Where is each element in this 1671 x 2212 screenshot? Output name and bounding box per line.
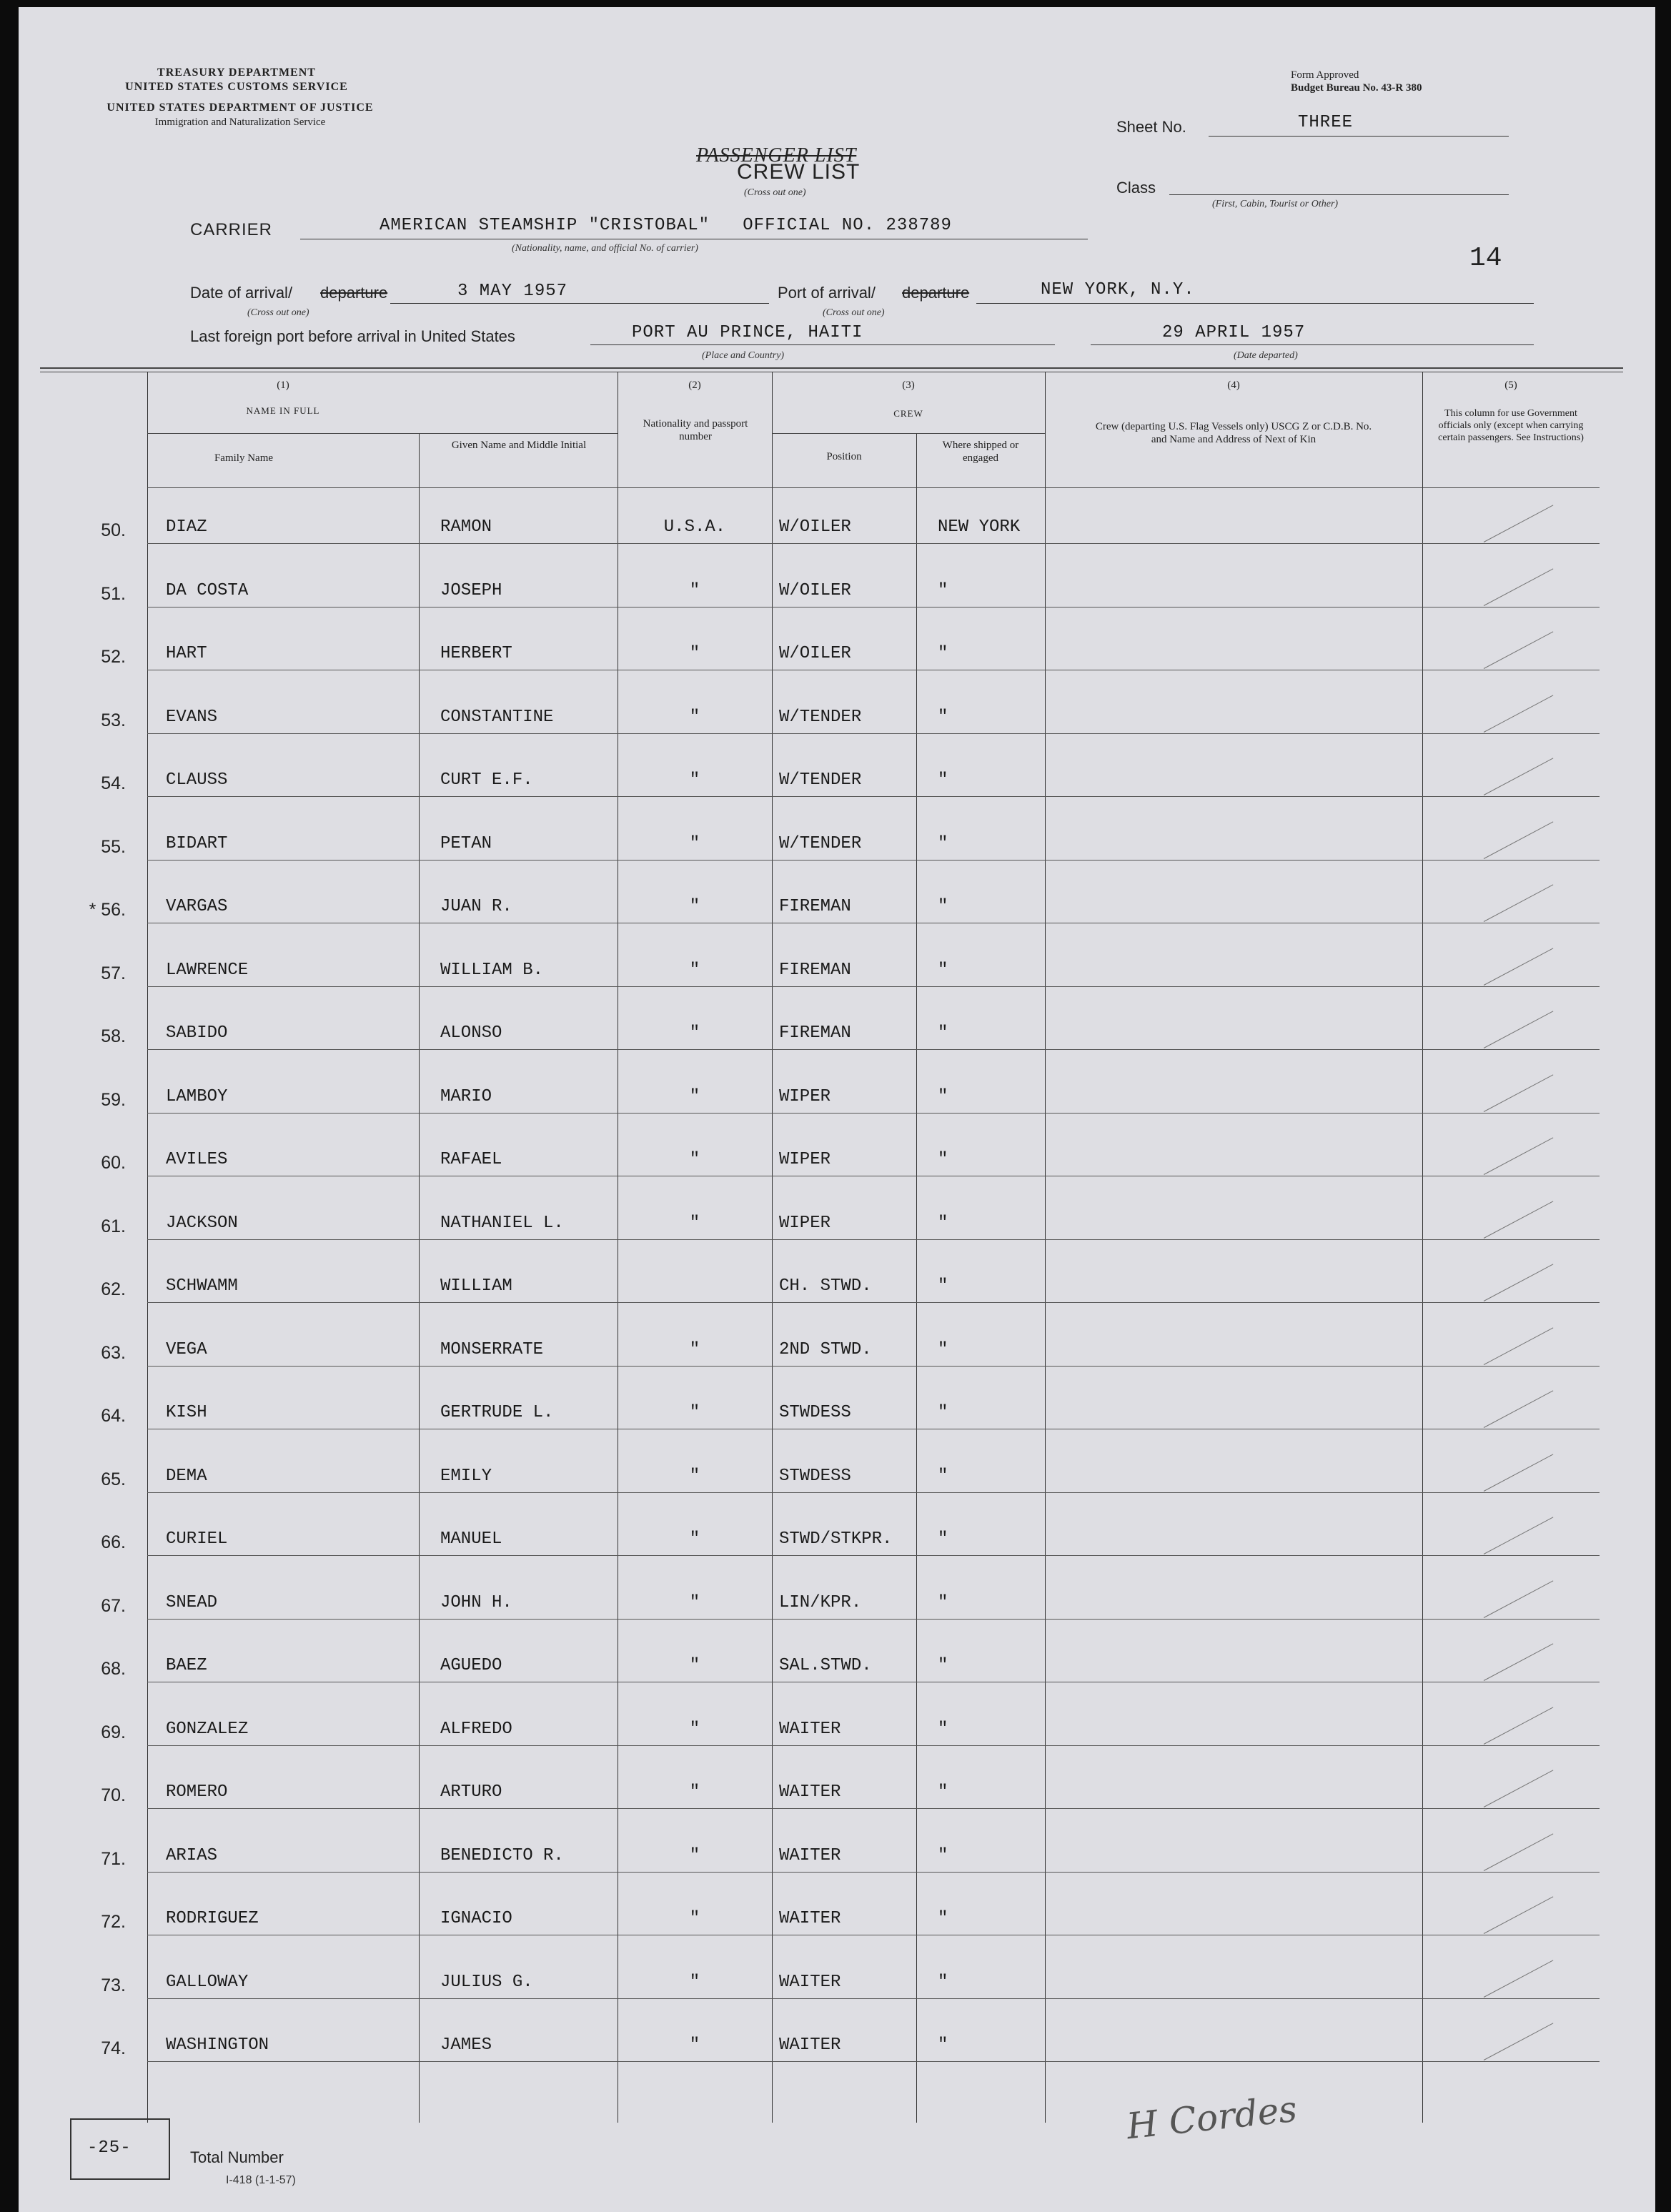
- cell-shipped: ": [938, 1467, 948, 1486]
- total-number-label: Total Number: [190, 2148, 284, 2166]
- row-number: 54.: [101, 773, 126, 793]
- sheet-no-label: Sheet No.: [1116, 118, 1186, 136]
- cell-pos: WAITER: [779, 1909, 841, 1928]
- row-number: 50.: [101, 520, 126, 540]
- port-line: [976, 303, 1534, 304]
- check-mark: [1484, 1074, 1554, 1112]
- check-mark: [1484, 1517, 1554, 1554]
- cell-shipped: ": [938, 1214, 948, 1233]
- cell-family: SABIDO: [166, 1023, 228, 1043]
- cell-nat: ": [689, 961, 700, 980]
- cell-family: AVILES: [166, 1150, 228, 1169]
- cell-shipped: ": [938, 1023, 948, 1043]
- row-number: 64.: [101, 1406, 126, 1426]
- row-rule: [147, 1808, 1600, 1809]
- row-number: 72.: [101, 1912, 126, 1932]
- agency-line-3: UNITED STATES DEPARTMENT OF JUSTICE: [106, 101, 374, 114]
- row-rule: [147, 1239, 1600, 1240]
- col5-title: This column for use Government officials only (except when carrying certain passengers. See Instructions): [1438, 408, 1584, 443]
- cell-shipped: ": [938, 897, 948, 916]
- agency-line-2: UNITED STATES CUSTOMS SERVICE: [125, 81, 348, 93]
- cell-shipped: ": [938, 1720, 948, 1739]
- cell-given: JAMES: [440, 2035, 492, 2055]
- cell-nat: ": [689, 1656, 700, 1675]
- row-number: 69.: [101, 1722, 126, 1742]
- check-mark: [1484, 631, 1554, 669]
- cell-given: RAFAEL: [440, 1150, 502, 1169]
- cell-nat: ": [689, 708, 700, 727]
- cell-pos: 2ND STWD.: [779, 1340, 872, 1359]
- cell-pos: STWD/STKPR.: [779, 1529, 893, 1549]
- check-mark: [1484, 1960, 1554, 1998]
- crew-list-form: [19, 7, 1655, 2212]
- col1-number: (1): [277, 380, 289, 391]
- col3-number: (3): [902, 380, 915, 391]
- class-line: [1169, 194, 1509, 195]
- row-number: 57.: [101, 963, 126, 983]
- last-port-line: [590, 344, 1055, 345]
- cell-shipped: ": [938, 1403, 948, 1422]
- cell-nat: ": [689, 1467, 700, 1486]
- cell-pos: W/OILER: [779, 644, 851, 663]
- col1-title: NAME IN FULL: [246, 405, 320, 416]
- header-bottom-rule: [147, 487, 1600, 488]
- date-of-arrival-value: 3 MAY 1957: [457, 282, 568, 301]
- cell-family: EVANS: [166, 708, 218, 727]
- cell-shipped: ": [938, 644, 948, 663]
- cell-shipped: ": [938, 1846, 948, 1865]
- cell-nat: ": [689, 1529, 700, 1549]
- agency-line-1: TREASURY DEPARTMENT: [157, 66, 316, 79]
- check-mark: [1484, 884, 1554, 922]
- cell-given: WILLIAM: [440, 1276, 512, 1296]
- cell-family: DIAZ: [166, 517, 207, 537]
- cell-nat: ": [689, 644, 700, 663]
- cell-given: IGNACIO: [440, 1909, 512, 1928]
- cell-shipped: ": [938, 1087, 948, 1106]
- check-mark: [1484, 1643, 1554, 1681]
- cell-nat: ": [689, 1909, 700, 1928]
- check-mark: [1484, 1707, 1554, 1745]
- budget-bureau-no: Budget Bureau No. 43-R 380: [1291, 82, 1422, 94]
- cell-pos: LIN/KPR.: [779, 1593, 862, 1612]
- col5-number: (5): [1504, 380, 1517, 391]
- cell-family: CURIEL: [166, 1529, 228, 1549]
- cell-shipped: ": [938, 1593, 948, 1612]
- check-mark: [1484, 1580, 1554, 1618]
- cell-pos: WIPER: [779, 1150, 831, 1169]
- cell-family: RODRIGUEZ: [166, 1909, 259, 1928]
- cell-given: WILLIAM B.: [440, 961, 544, 980]
- check-mark: [1484, 1137, 1554, 1175]
- col4-number: (4): [1227, 380, 1240, 391]
- row-rule: [147, 1492, 1600, 1493]
- cell-family: SCHWAMM: [166, 1276, 238, 1296]
- cell-family: SNEAD: [166, 1593, 218, 1612]
- cell-pos: WAITER: [779, 1782, 841, 1802]
- cell-family: WASHINGTON: [166, 2035, 269, 2055]
- cell-shipped: ": [938, 1782, 948, 1802]
- cell-nat: ": [689, 1087, 700, 1106]
- cell-given: MONSERRATE: [440, 1340, 544, 1359]
- cell-pos: FIREMAN: [779, 961, 851, 980]
- row-number: 58.: [101, 1026, 126, 1046]
- col-family-name: Family Name: [214, 452, 274, 464]
- cell-given: NATHANIEL L.: [440, 1214, 564, 1233]
- cell-family: LAWRENCE: [166, 961, 249, 980]
- row-number: 68.: [101, 1659, 126, 1679]
- row-rule: [147, 733, 1600, 734]
- sheet-no-value: THREE: [1298, 113, 1354, 132]
- check-mark: [1484, 948, 1554, 986]
- cell-pos: WAITER: [779, 1973, 841, 1992]
- cell-family: VARGAS: [166, 897, 228, 916]
- row-number: 61.: [101, 1216, 126, 1236]
- cell-pos: STWDESS: [779, 1467, 851, 1486]
- cell-pos: W/TENDER: [779, 770, 862, 790]
- check-mark: [1484, 2023, 1554, 2060]
- cell-pos: SAL.STWD.: [779, 1656, 872, 1675]
- check-mark: [1484, 1454, 1554, 1492]
- cell-shipped: ": [938, 1656, 948, 1675]
- cell-given: JOSEPH: [440, 581, 502, 600]
- check-mark: [1484, 1390, 1554, 1428]
- cell-pos: W/TENDER: [779, 708, 862, 727]
- row-rule: [147, 1555, 1600, 1556]
- row-rule: [147, 1872, 1600, 1873]
- cell-pos: WAITER: [779, 1720, 841, 1739]
- cell-given: JOHN H.: [440, 1593, 512, 1612]
- cell-family: HART: [166, 644, 207, 663]
- port-hint: (Cross out one): [823, 307, 885, 318]
- cell-nat: ": [689, 1782, 700, 1802]
- cell-nat: ": [689, 581, 700, 600]
- row-number: 65.: [101, 1469, 126, 1489]
- cell-nat: ": [689, 2035, 700, 2055]
- row-number: 55.: [101, 837, 126, 857]
- class-hint: (First, Cabin, Tourist or Other): [1212, 199, 1339, 209]
- cell-shipped: ": [938, 1340, 948, 1359]
- sheet-no-line: [1209, 136, 1509, 137]
- row-number: * 56.: [89, 900, 126, 920]
- cell-nat: ": [689, 770, 700, 790]
- check-mark: [1484, 1011, 1554, 1048]
- date-line: [390, 303, 769, 304]
- check-mark: [1484, 568, 1554, 606]
- signature: H Cordes: [1124, 2088, 1299, 2148]
- cell-shipped: ": [938, 1973, 948, 1992]
- cell-given: ALFREDO: [440, 1720, 512, 1739]
- cell-given: GERTRUDE L.: [440, 1403, 554, 1422]
- cell-family: GALLOWAY: [166, 1973, 249, 1992]
- row-rule: [147, 986, 1600, 987]
- cell-nat: ": [689, 1720, 700, 1739]
- cell-nat: ": [689, 897, 700, 916]
- cell-nat: ": [689, 1340, 700, 1359]
- name-subheader-rule: [147, 433, 618, 434]
- row-number: 53.: [101, 710, 126, 730]
- cell-given: MANUEL: [440, 1529, 502, 1549]
- cell-nat: ": [689, 1593, 700, 1612]
- last-port-hint: (Place and Country): [702, 350, 785, 361]
- row-number: 71.: [101, 1849, 126, 1869]
- last-port-label: Last foreign port before arrival in United States: [190, 327, 515, 345]
- row-number: 60.: [101, 1153, 126, 1173]
- row-number: 74.: [101, 2038, 126, 2058]
- check-mark: [1484, 695, 1554, 733]
- cell-shipped: NEW YORK: [938, 517, 1021, 537]
- row-number: 66.: [101, 1532, 126, 1552]
- cell-given: AGUEDO: [440, 1656, 502, 1675]
- cell-given: EMILY: [440, 1467, 492, 1486]
- title-hint: (Cross out one): [744, 187, 806, 198]
- cell-given: RAMON: [440, 517, 492, 537]
- cell-shipped: ": [938, 581, 948, 600]
- crew-subheader-rule: [772, 433, 1045, 434]
- cell-family: BAEZ: [166, 1656, 207, 1675]
- cell-nat: ": [689, 1403, 700, 1422]
- col4-title: Crew (departing U.S. Flag Vessels only) USCG Z or C.D.B. No. and Name and Address of Next of Kin: [1095, 421, 1372, 445]
- carrier-value: AMERICAN STEAMSHIP "CRISTOBAL" OFFICIAL NO. 238789: [380, 216, 952, 235]
- col-given-name: Given Name and Middle Initial: [451, 440, 587, 451]
- cell-given: BENEDICTO R.: [440, 1846, 564, 1865]
- col-position: Position: [826, 451, 862, 462]
- check-mark: [1484, 1896, 1554, 1934]
- row-number: 70.: [101, 1785, 126, 1805]
- cell-shipped: ": [938, 1529, 948, 1549]
- col-where-shipped: Where shipped or engaged: [942, 440, 1019, 464]
- cell-family: ROMERO: [166, 1782, 228, 1802]
- cell-nat: ": [689, 834, 700, 853]
- cell-shipped: ": [938, 1909, 948, 1928]
- cell-family: LAMBOY: [166, 1087, 228, 1106]
- table-top-rule: [40, 367, 1623, 369]
- page-number: 14: [1469, 243, 1502, 274]
- row-rule: [147, 1113, 1600, 1114]
- check-mark: [1484, 1770, 1554, 1807]
- cell-shipped: ": [938, 770, 948, 790]
- date-departed-value: 29 APRIL 1957: [1162, 323, 1306, 342]
- form-approved: Form Approved: [1291, 69, 1359, 81]
- cell-shipped: ": [938, 2035, 948, 2055]
- row-rule: [147, 1745, 1600, 1746]
- crew-list-title: CREW LIST: [737, 160, 861, 184]
- date-of-arrival-label: Date of arrival/: [190, 284, 293, 302]
- row-number: 59.: [101, 1090, 126, 1110]
- row-number: 73.: [101, 1975, 126, 1995]
- row-number: 52.: [101, 647, 126, 667]
- cell-given: CONSTANTINE: [440, 708, 554, 727]
- cell-family: BIDART: [166, 834, 228, 853]
- cell-pos: W/OILER: [779, 517, 851, 537]
- port-of-arrival-label: Port of arrival/: [778, 284, 876, 302]
- cell-family: ARIAS: [166, 1846, 218, 1865]
- cell-shipped: ": [938, 1276, 948, 1296]
- cell-nat: ": [689, 1214, 700, 1233]
- agency-line-4: Immigration and Naturalization Service: [154, 116, 326, 128]
- cell-family: KISH: [166, 1403, 207, 1422]
- cell-given: CURT E.F.: [440, 770, 533, 790]
- check-mark: [1484, 1327, 1554, 1365]
- check-mark: [1484, 821, 1554, 859]
- row-number: 63.: [101, 1343, 126, 1363]
- check-mark: [1484, 1201, 1554, 1239]
- row-rule: [147, 1619, 1600, 1620]
- check-mark: [1484, 505, 1554, 542]
- class-label: Class: [1116, 179, 1156, 197]
- carrier-label: CARRIER: [190, 220, 273, 239]
- check-mark: [1484, 758, 1554, 795]
- row-number: 62.: [101, 1279, 126, 1299]
- row-number: 51.: [101, 584, 126, 604]
- check-mark: [1484, 1264, 1554, 1301]
- cell-nat: ": [689, 1846, 700, 1865]
- cell-pos: WIPER: [779, 1087, 831, 1106]
- cell-pos: WAITER: [779, 1846, 841, 1865]
- col-line-position-shipped: [916, 433, 917, 2123]
- cell-shipped: ": [938, 834, 948, 853]
- cell-shipped: ": [938, 1150, 948, 1169]
- port-of-arrival-value: NEW YORK, N.Y.: [1041, 280, 1195, 299]
- row-rule: [147, 543, 1600, 544]
- cell-pos: STWDESS: [779, 1403, 851, 1422]
- cell-nat: ": [689, 1150, 700, 1169]
- cell-pos: W/TENDER: [779, 834, 862, 853]
- cell-shipped: ": [938, 708, 948, 727]
- row-rule: [147, 2061, 1600, 2062]
- cell-given: MARIO: [440, 1087, 492, 1106]
- date-hint: (Cross out one): [247, 307, 309, 318]
- col-line-government: [1422, 372, 1423, 2123]
- col-line-family-given: [419, 433, 420, 2123]
- col-line-left: [147, 372, 148, 2123]
- cell-given: JUAN R.: [440, 897, 512, 916]
- cell-given: PETAN: [440, 834, 492, 853]
- check-mark: [1484, 1833, 1554, 1871]
- cell-pos: WIPER: [779, 1214, 831, 1233]
- total-number-value: -25-: [87, 2138, 132, 2158]
- carrier-hint: (Nationality, name, and official No. of carrier): [512, 243, 698, 254]
- cell-family: DEMA: [166, 1467, 207, 1486]
- row-number: 67.: [101, 1596, 126, 1616]
- date-departed-hint: (Date departed): [1234, 350, 1298, 361]
- last-port-value: PORT AU PRINCE, HAITI: [632, 323, 863, 342]
- row-rule: [147, 1998, 1600, 1999]
- row-rule: [147, 1049, 1600, 1050]
- passenger-list-crossed: PASSENGER LIST: [696, 144, 857, 167]
- cell-family: GONZALEZ: [166, 1720, 249, 1739]
- row-rule: [147, 1302, 1600, 1303]
- cell-family: DA COSTA: [166, 581, 249, 600]
- row-rule: [147, 1366, 1600, 1367]
- cell-shipped: ": [938, 961, 948, 980]
- cell-pos: FIREMAN: [779, 1023, 851, 1043]
- date-departed-line: [1091, 344, 1534, 345]
- cell-nat: ": [689, 1973, 700, 1992]
- col2-number: (2): [688, 380, 701, 391]
- row-rule: [147, 796, 1600, 797]
- cell-pos: W/OILER: [779, 581, 851, 600]
- cell-family: JACKSON: [166, 1214, 238, 1233]
- date-departure-crossed: departure: [320, 284, 388, 302]
- cell-pos: CH. STWD.: [779, 1276, 872, 1296]
- cell-given: JULIUS G.: [440, 1973, 533, 1992]
- col-line-crew: [772, 372, 773, 2123]
- row-rule: [147, 860, 1600, 861]
- col3-title: CREW: [893, 408, 923, 419]
- col-line-next-of-kin: [1045, 372, 1046, 2123]
- cell-pos: FIREMAN: [779, 897, 851, 916]
- port-departure-crossed: departure: [902, 284, 970, 302]
- cell-nat: U.S.A.: [663, 517, 726, 537]
- col2-title: Nationality and passport number: [643, 418, 748, 442]
- cell-given: ALONSO: [440, 1023, 502, 1043]
- cell-family: CLAUSS: [166, 770, 228, 790]
- cell-nat: ": [689, 1023, 700, 1043]
- form-code: I-418 (1-1-57): [226, 2174, 296, 2186]
- cell-given: ARTURO: [440, 1782, 502, 1802]
- cell-pos: WAITER: [779, 2035, 841, 2055]
- cell-given: HERBERT: [440, 644, 512, 663]
- cell-family: VEGA: [166, 1340, 207, 1359]
